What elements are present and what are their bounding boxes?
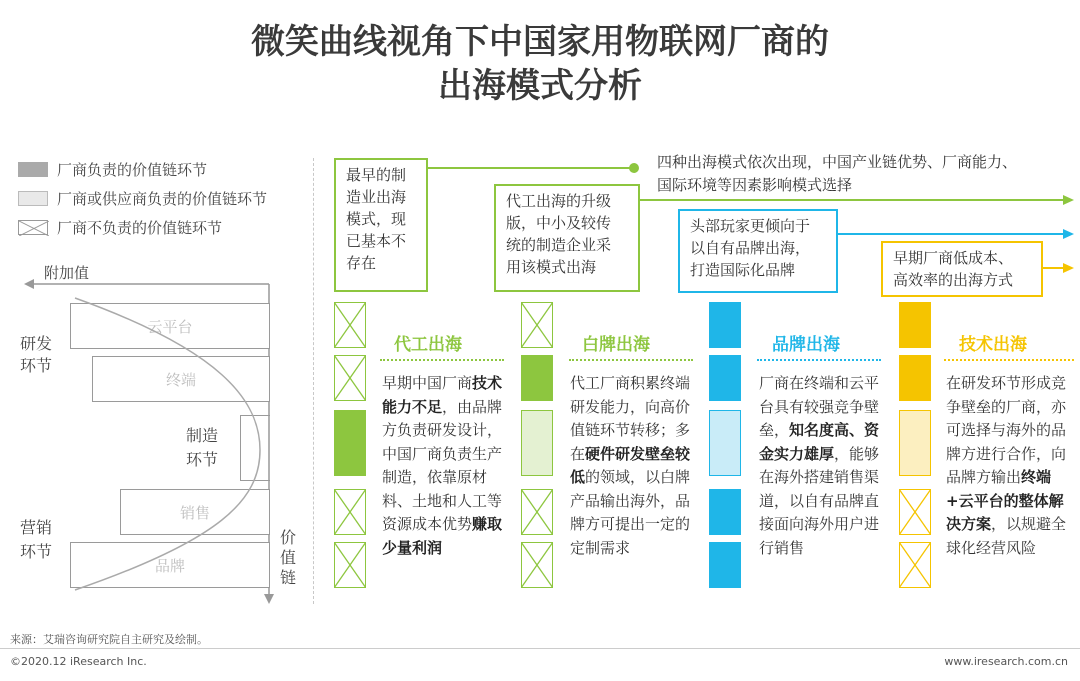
- note-oem-line-2: 造业出海: [346, 188, 407, 206]
- mode-3-block-2: [709, 355, 741, 401]
- mode-title-whitelabel: 白牌出海: [582, 335, 650, 355]
- mode-separator-tech: [944, 359, 1074, 361]
- desc-tech-text: [946, 374, 1066, 557]
- timeline-text: [657, 151, 1017, 197]
- mode-separator-oem: [380, 359, 504, 361]
- desc-oem: [382, 372, 506, 560]
- mode-2-block-6: [521, 542, 553, 588]
- website-url: www.iresearch.com.cn: [944, 655, 1068, 668]
- desc-m1-segment-0: 早期中国厂商: [382, 374, 473, 392]
- value-chain-axis-label: [278, 528, 298, 588]
- mode-2-block-2: [521, 355, 553, 401]
- footer-divider: [0, 648, 1080, 649]
- stage-terminal: 终端: [92, 356, 270, 402]
- copyright: ©2020.12 iResearch Inc.: [10, 655, 147, 668]
- legend-solid: [18, 158, 207, 180]
- desc-m2-segment-1: 硬件研发壁垒较低: [570, 444, 691, 486]
- mode-1-block-5: [334, 489, 366, 535]
- desc-m1-segment-3: 赚取少量利润: [382, 515, 503, 557]
- mode-title-oem: 代工出海: [394, 335, 462, 355]
- section-divider: [313, 158, 314, 604]
- mode-3-block-6: [709, 542, 741, 588]
- desc-whitelabel-text: [570, 374, 690, 557]
- mode-1-block-2: [334, 355, 366, 401]
- note-brand-line-2: 以自有品牌出海，: [690, 239, 811, 257]
- note-tech-line-1: 早期厂商低成本、: [893, 249, 1014, 267]
- stage-sales: 销售: [120, 489, 270, 535]
- title-line-2: 出海模式分析: [438, 66, 642, 106]
- note-whitelabel: [494, 184, 640, 292]
- desc-brand-text: [759, 374, 879, 557]
- mode-3-block-3: [709, 410, 741, 476]
- desc-m4-segment-1: 终端+云平台的整体解决方案: [946, 468, 1064, 533]
- legend-crossed-swatch: [18, 220, 48, 235]
- note-whitelabel-line-1: 代工出海的升级: [506, 192, 612, 210]
- mode-title-brand: 品牌出海: [772, 335, 840, 355]
- desc-m3-segment-0: 厂商在终端和云平台具有较强竞争壁垒，: [759, 374, 880, 439]
- value-chain-char-1: 价: [279, 528, 296, 547]
- note-brand: [678, 209, 838, 293]
- mode-2-block-1: [521, 302, 553, 348]
- legend-solid-label: 厂商负责的价值链环节: [57, 160, 208, 179]
- desc-m1-segment-2: ，由品牌方负责研发设计，中国厂商负责生产制造，依靠原材料、土地和人工等资源成本优势: [382, 397, 503, 533]
- desc-m1-segment-1: 技术能力不足: [382, 374, 503, 416]
- timeline-text-line-1: 四种出海模式依次出现，中国产业链优势、厂商能力、: [657, 153, 1018, 171]
- title-line-1: 微笑曲线视角下中国家用物联网厂商的: [251, 22, 829, 62]
- mode-3-block-5: [709, 489, 741, 535]
- mode-separator-brand: [757, 359, 881, 361]
- note-whitelabel-line-3: 统的制造企业采: [506, 236, 612, 254]
- desc-whitelabel: [570, 372, 694, 560]
- mfg-label-1: 制造: [186, 426, 219, 445]
- mode-2-block-3: [521, 410, 553, 476]
- rd-label-1: 研发: [20, 334, 53, 353]
- mode-3-block-1: [709, 302, 741, 348]
- desc-brand: [759, 372, 883, 560]
- stage-cloud-platform: 云平台: [70, 303, 270, 349]
- sales-label-2: 环节: [20, 542, 53, 561]
- mode-4-block-3: [899, 410, 931, 476]
- note-tech-line-2: 高效率的出海方式: [893, 271, 1014, 289]
- desc-m3-segment-2: ，能够在海外搭建销售渠道，以自有品牌直接面向海外用户进行销售: [759, 444, 880, 557]
- note-tech: [881, 241, 1043, 297]
- mode-4-block-2: [899, 355, 931, 401]
- legend-light: [18, 187, 267, 209]
- note-oem-line-5: 存在: [346, 254, 377, 272]
- timeline-text-line-2: 国际环境等因素影响模式选择: [657, 176, 853, 194]
- mode-1-block-1: [334, 302, 366, 348]
- desc-m2-segment-0: 代工厂商积累终端研发能力，向高价值链环节转移；多在: [570, 374, 691, 463]
- mode-4-block-5: [899, 489, 931, 535]
- desc-m2-segment-2: 的领域，以白牌产品输出海外，品牌方可提出一定的定制需求: [570, 468, 691, 557]
- note-oem-line-1: 最早的制: [346, 166, 407, 184]
- sales-label-1: 营销: [20, 518, 53, 537]
- desc-m4-segment-2: ，以规避全球化经营风险: [946, 515, 1067, 557]
- desc-tech: [946, 372, 1074, 560]
- smile-curve: [60, 290, 280, 600]
- note-oem-line-4: 已基本不: [346, 232, 407, 250]
- value-chain-char-2: 值: [279, 548, 296, 567]
- mode-1-block-6: [334, 542, 366, 588]
- desc-m3-segment-1: 知名度高、资金实力雄厚: [759, 421, 880, 463]
- legend-light-swatch: [18, 191, 48, 206]
- mfg-label-2: 环节: [186, 450, 219, 469]
- note-whitelabel-line-4: 用该模式出海: [506, 258, 597, 276]
- value-added-axis-label: 附加值: [44, 264, 90, 282]
- mode-4-block-1: [899, 302, 931, 348]
- legend-crossed: [18, 216, 222, 238]
- mode-4-block-6: [899, 542, 931, 588]
- stage-brand: 品牌: [70, 542, 270, 588]
- note-oem-line-3: 模式，现: [346, 210, 407, 228]
- rd-label-2: 环节: [20, 356, 53, 375]
- desc-m4-segment-0: 在研发环节形成竞争壁垒的厂商，亦可选择与海外的品牌方进行合作，向品牌方输出: [946, 374, 1067, 486]
- mode-1-block-3: [334, 410, 366, 476]
- note-oem: [334, 158, 428, 292]
- legend-light-label: 厂商或供应商负责的价值链环节: [57, 189, 268, 208]
- mode-2-block-5: [521, 489, 553, 535]
- note-brand-line-1: 头部玩家更倾向于: [690, 217, 811, 235]
- legend-solid-swatch: [18, 162, 48, 177]
- source-note: 来源：艾瑞咨询研究院自主研究及绘制。: [10, 633, 208, 646]
- note-brand-line-3: 打造国际化品牌: [690, 261, 796, 279]
- note-whitelabel-line-2: 版，中小及较传: [506, 214, 612, 232]
- desc-oem-text: [382, 374, 502, 557]
- mode-separator-whitelabel: [569, 359, 693, 361]
- legend-crossed-label: 厂商不负责的价值链环节: [57, 218, 223, 237]
- value-chain-char-3: 链: [279, 568, 296, 587]
- mode-title-tech: 技术出海: [959, 335, 1027, 355]
